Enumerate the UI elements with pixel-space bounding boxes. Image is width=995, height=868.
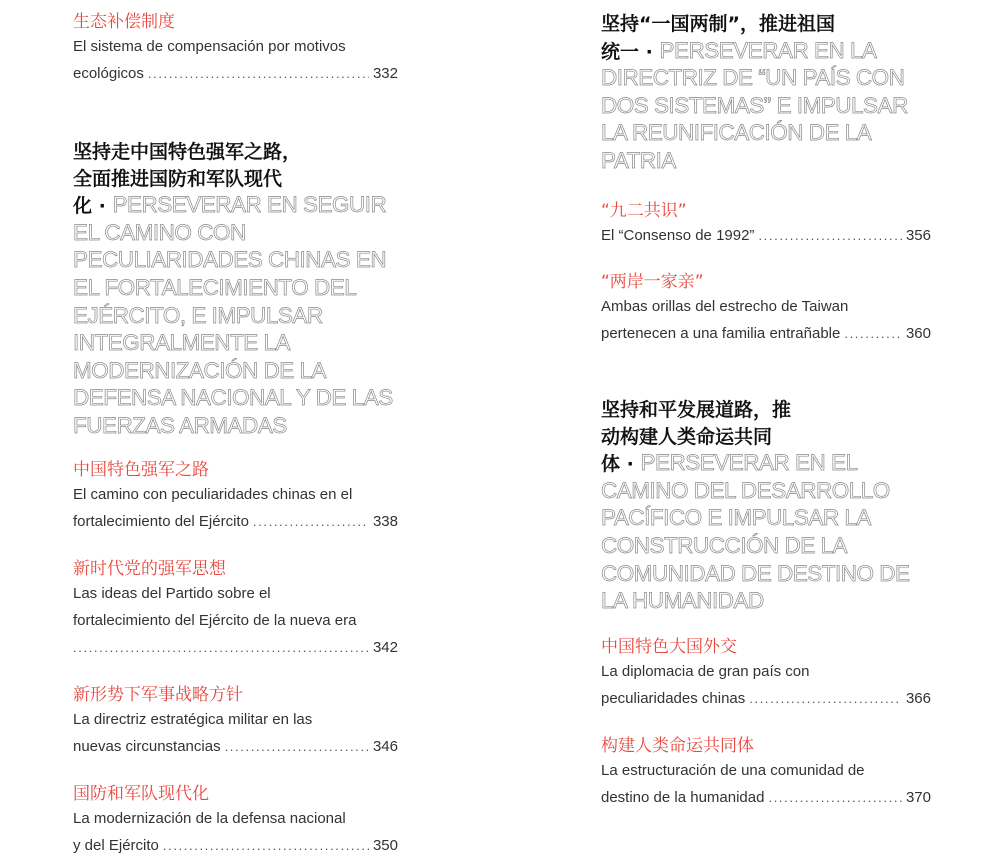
entry-es-last-line: nuevas circunstancias	[73, 738, 221, 755]
section-separator: ·	[645, 40, 653, 63]
section-es-title: PERSEVERAR EN LA DIRECTRIZ DE “UN PAÍS CON DOS SISTEMAS” E IMPULSAR LA REUNIFICACIÓN DE LA PATRIA	[601, 37, 908, 173]
page-number: 360	[905, 325, 931, 342]
entry-es-line: La estructuración de una comunidad de	[601, 762, 865, 779]
entry-es-line: El sistema de compensación por motivos	[73, 38, 346, 55]
section-cn-line: 坚持和平发展道路，推	[601, 399, 792, 421]
section-cn-line: 坚持“一国两制”，推进祖国	[601, 13, 835, 35]
dot-leader	[73, 634, 369, 661]
entry-es-line: Ambas orillas del estrecho de Taiwan	[601, 298, 849, 315]
entry-cn-title: “两岸一家亲”	[601, 272, 704, 292]
dot-leader	[844, 320, 902, 347]
toc-entry-modernization[interactable]	[73, 784, 398, 859]
section-cn-line: 全面推进国防和军队现代	[73, 167, 283, 190]
page-number: 338	[372, 513, 398, 530]
section-cn-tail: 化	[73, 195, 93, 218]
entry-cn-title: 中国特色大国外交	[601, 637, 737, 657]
entry-cn-title: 构建人类命运共同体	[601, 736, 754, 756]
entry-es-last-line: ecológicos	[73, 65, 144, 82]
page-number: 346	[372, 738, 398, 755]
page-number: 356	[905, 227, 931, 244]
toc-entry-community[interactable]	[601, 736, 931, 811]
section-cn-tail: 统一	[601, 40, 640, 63]
entry-cn-title: 生态补偿制度	[73, 12, 175, 32]
section-es-title: PERSEVERAR EN EL CAMINO DEL DESARROLLO PACÍFICO E IMPULSAR LA CONSTRUCCIÓN DE LA COMUNIDAD DE DESTINO DE LA HUMANIDAD	[601, 450, 910, 614]
section-separator: ·	[626, 453, 634, 476]
dot-leader	[253, 508, 369, 535]
toc-entry-diplomacy[interactable]	[601, 637, 931, 712]
page-number: 342	[372, 639, 398, 656]
entry-es-last-line: fortalecimiento del Ejército	[73, 513, 249, 530]
entry-cn-title: 新时代党的强军思想	[73, 559, 226, 579]
page-number: 370	[905, 789, 931, 806]
section-cn-line: 动构建人类命运共同	[601, 425, 773, 448]
dot-leader	[768, 784, 902, 811]
section-separator: ·	[98, 195, 106, 218]
dot-leader	[225, 733, 369, 760]
toc-entry-party-ideas[interactable]	[73, 559, 398, 661]
section-heading-army[interactable]	[73, 139, 398, 441]
section-cn-line: 坚持走中国特色强军之路，	[73, 141, 302, 163]
section-heading-reunification[interactable]	[601, 11, 931, 176]
section-cn-tail: 体	[601, 453, 621, 476]
entry-es-line: fortalecimiento del Ejército de la nueva era	[73, 612, 357, 629]
entry-es-last-line: destino de la humanidad	[601, 789, 765, 806]
entry-cn-title: 中国特色强军之路	[73, 460, 209, 480]
section-es-title: PERSEVERAR EN SEGUIR EL CAMINO CON PECULIARIDADES CHINAS EN EL FORTALECIMIENTO DEL EJÉRCITO, E IMPULSAR INTEGRALMENTE LA MODERNIZACIÓN DE LA DEFENSA NACIONAL Y DE LAS FUERZAS ARMADAS	[73, 192, 393, 438]
toc-entry-consensus[interactable]	[601, 201, 931, 249]
entry-es-last-line: El “Consenso de 1992”	[601, 227, 755, 244]
entry-es-line: El camino con peculiaridades chinas en el	[73, 486, 353, 503]
dot-leader	[749, 685, 902, 712]
entry-es-last-line: pertenecen a una familia entrañable	[601, 325, 841, 342]
page-number: 350	[372, 837, 398, 854]
entry-cn-title: 国防和军队现代化	[73, 784, 209, 804]
toc-entry-strategy[interactable]	[73, 685, 398, 760]
page-number: 366	[905, 690, 931, 707]
entry-cn-title: 新形势下军事战略方针	[73, 685, 243, 705]
entry-es-last-line: peculiaridades chinas	[601, 690, 746, 707]
entry-toc-line	[73, 634, 398, 661]
entry-toc-line	[601, 320, 931, 347]
entry-es-line: La modernización de la defensa nacional	[73, 810, 346, 827]
dot-leader	[163, 832, 369, 859]
entry-es-line: La diplomacia de gran país con	[601, 663, 810, 680]
toc-entry-ecological[interactable]	[73, 12, 398, 87]
toc-entry-army-path[interactable]	[73, 460, 398, 535]
entry-toc-line	[601, 685, 931, 712]
entry-es-line: Las ideas del Partido sobre el	[73, 585, 271, 602]
entry-cn-title: “九二共识”	[601, 201, 687, 221]
dot-leader	[758, 222, 902, 249]
toc-entry-family[interactable]	[601, 272, 931, 347]
entry-es-last-line: y del Ejército	[73, 837, 159, 854]
entry-toc-line	[601, 222, 931, 249]
entry-toc-line	[73, 832, 398, 859]
entry-es-line: La directriz estratégica militar en las	[73, 711, 313, 728]
dot-leader	[148, 60, 369, 87]
entry-toc-line	[73, 508, 398, 535]
entry-toc-line	[73, 60, 398, 87]
entry-toc-line	[601, 784, 931, 811]
section-heading-peace[interactable]	[601, 397, 931, 616]
page-number: 332	[372, 65, 398, 82]
entry-toc-line	[73, 733, 398, 760]
